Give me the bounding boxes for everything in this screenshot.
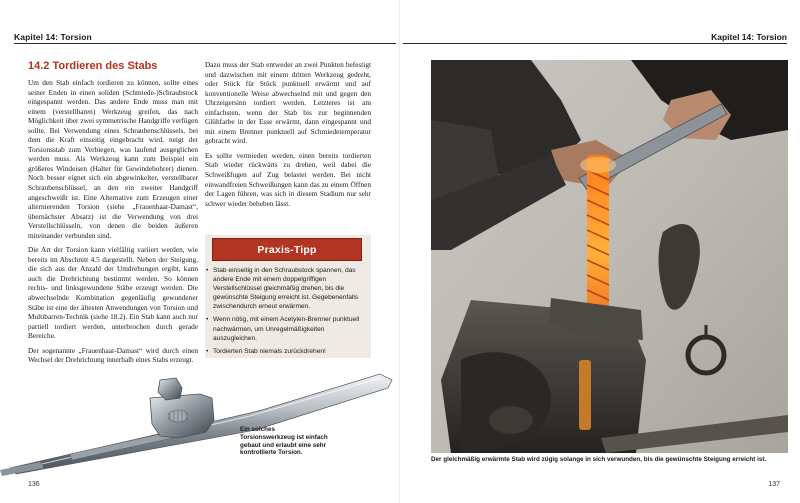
tip-item: • Stab einseitig in den Schraubstock spannen, das andere Ende mit einem doppelgriffigen Verstellschlüssel gleichmäßig drehen, bis die gewünschte Steigung erreicht ist. Gegebenenfalls zwischendurch erneut erwärmen. [206, 266, 366, 311]
paragraph: Es sollte vermieden werden, einen bereits tordierten Stab wieder rückwärts zu drehen, weil dabei die Schweißfugen auf Zug belastet werden. Bei nicht einwandfreien Schweißungen kann das zu einem Öffnen der Lagen führen, was sich in diesem Stadium nur sehr schwer wieder beheben lässt. [205, 150, 371, 208]
forging-photo [431, 60, 788, 453]
paragraph: Um den Stab einfach tordieren zu können, sollte eines seiner Enden in einen soliden (Schmiede-)Schraubstock eingespannt werden. Das andere Ende muss man mit einem (verstellbaren) Werkzeug greifen, das nach Möglichkeit über zwei symmetrische Handgriffe verfügen sollte. Bei Verwendung eines Schraubenschlüssels, bei dem die Kraft einseitig eingebracht wird, neigt der Torsionsstab zum Verbiegen, was laufend ausgeglichen werden muss. Als Werkzeug kann zum Beispiel ein größeres Windeisen (Halter für Gewindebohrer) dienen. Noch besser eignet sich ein abgewinkelter, verstellbarer Schraubenschlüssel, an den ein zweiter Handgriff angeschweißt ist. Eine Alternative zum Erzeugen einer alternierenden Torsion (siehe „Frauenhaar-Damast“, übernächster Absatz) ist die Verwendung von drei Verstellschlüsseln, von denen die beiden äußeren miteinander verbunden sind. [28, 78, 198, 240]
text-column-right [205, 60, 371, 213]
wrench-caption: Ein solches Torsionswerkzeug ist einfach gebaut und erlaubt eine sehr kontrollierte Torsion. [240, 426, 328, 457]
page-number-left: 136 [28, 481, 40, 488]
tip-item: • Tordierten Stab niemals zurückdrehen! [206, 347, 366, 356]
tip-list [206, 266, 366, 360]
page-number-right: 137 [768, 481, 780, 488]
running-header-left: Kapitel 14: Torsion [14, 32, 92, 42]
header-rule-left [14, 43, 396, 44]
running-header-right: Kapitel 14: Torsion [711, 32, 787, 42]
wrench-illustration [0, 358, 400, 476]
header-rule-right [403, 43, 787, 44]
paragraph: Die Art der Torsion kann vielfältig variiert werden, wie bereits im Abschnitt 4.5 dargestellt. Neben der Steigung, die sich aus der Anzahl der Umdrehungen ergibt, kann auch die Drehrichtung bestimmt werden. So können rechts- und linksgewundene Stäbe erzeugt werden. Die abwechselnde Kombination gegenläufig gewundener Stäbe ist eine der ältesten Anwendungen von Torsion und Multibarren-Technik (siehe 18.2). Ein Stab kann auch nur partiell tordiert werden, unterbrochen durch gerade Bereiche. [28, 245, 198, 341]
tip-heading: Praxis-Tipp [257, 243, 317, 256]
section-title: 14.2 Tordieren des Stabs [28, 60, 158, 72]
tip-header [212, 238, 362, 261]
paragraph: Dazu muss der Stab entweder an zwei Punkten befestigt und dazwischen mit einem dritten Werkzeug gedreht, oder Stück für Stück punktuell erwärmt und auf konventionelle Weise abwechselnd mit und gegen den Uhrzeigersinn tordiert werden. Letzteres ist am einfachsten, wenn der Stab bis zur beginnenden Glühfarbe in der Esse erwärmt, dann eingespannt und mit einem Brenner punktuell auf Schmiedetemperatur gebracht wird. [205, 60, 371, 146]
paragraph: Der sogenannte „Frauenhaar-Damast“ wird durch einen Wechsel der Drehrichtung innerhalb eines Stabs erzeugt. [28, 345, 198, 365]
photo-caption: Der gleichmäßig erwärmte Stab wird zügig solange in sich verwunden, bis die gewünschte Steigung erreicht ist. [431, 456, 767, 463]
text-column-left [28, 78, 198, 370]
tip-item: • Wenn nötig, mit einem Acetylen-Brenner punktuell nachwärmen, um Unregelmäßigkeiten auszugleichen. [206, 315, 366, 342]
